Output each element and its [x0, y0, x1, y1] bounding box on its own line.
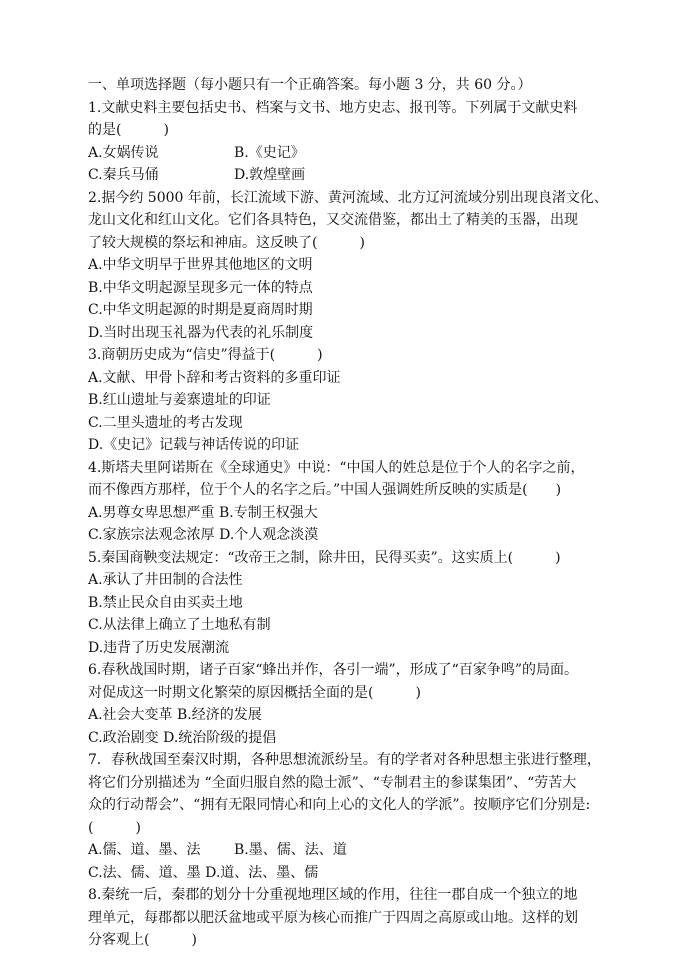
option-text: A.儒、道、墨、法 [88, 842, 201, 858]
question-stem-line: 的是( ) [88, 122, 169, 138]
question-stem-line: 4.斯塔夫里阿诺斯在《全球通史》中说：“中国人的姓总是位于个人的名字之前， [88, 459, 585, 476]
option-line [88, 367, 628, 390]
question-stem-line: 1.文献史料主要包括史书、档案与文书、地方史志、报刊等。下列属于文献史料 [88, 99, 578, 116]
option-text: B.红山遗址与姜寨遗址的印证 [88, 392, 271, 408]
question-stem-line: 龙山文化和红山文化。它们各具特色，又交流借鉴，都出土了精美的玉器，出现 [88, 212, 578, 228]
option-text: A.社会大变革 B.经济的发展 [88, 707, 262, 723]
option-text: C.秦兵马俑 [88, 167, 159, 183]
option-line [88, 637, 628, 660]
option-text: B.墨、儒、法、道 [234, 842, 347, 858]
option-text: A.文献、甲骨卜辞和考古资料的多重印证 [88, 369, 341, 386]
question-stem-line: ( ) [88, 819, 141, 836]
option-line [88, 322, 628, 345]
option-line [88, 164, 628, 187]
option-text: B.禁止民众自由买卖土地 [88, 594, 243, 611]
option-line [88, 502, 628, 525]
question-1 [88, 97, 628, 187]
question-stem-line: 6.春秋战国时期，诸子百家“蜂出并作，各引一端”，形成了“百家争鸣”的局面。 [88, 662, 578, 678]
question-stem-line: 8.秦统一后，秦郡的划分十分重视地理区域的作用，往往一郡自成一个独立的地 [88, 887, 578, 903]
option-line [88, 862, 628, 885]
option-line [88, 727, 628, 750]
exam-page [88, 74, 628, 952]
question-list [88, 97, 628, 952]
section-heading: 一、单项选择题（每小题只有一个正确答案。每小题 3 分，共 60 分。） [88, 77, 532, 93]
option-text: C.二里头遗址的考古发现 [88, 414, 243, 431]
option-text: C.从法律上确立了土地私有制 [88, 617, 271, 633]
option-text: A.承认了井田制的合法性 [88, 572, 243, 588]
question-3 [88, 344, 628, 457]
option-line [88, 839, 628, 862]
option-text: D.敦煌壁画 [234, 167, 306, 183]
question-8 [88, 884, 628, 952]
option-text: A.中华文明早于世界其他地区的文明 [88, 257, 313, 273]
option-line [88, 299, 628, 322]
option-line [88, 142, 628, 165]
option-text: A.女娲传说 [88, 144, 159, 161]
option-line [88, 277, 628, 300]
question-stem-line: 而不像西方那样，位于个人的名字之后。”中国人强调姓所反映的实质是( ) [88, 482, 562, 498]
option-line [88, 704, 628, 727]
option-text: C.政治剧变 D.统治阶级的提倡 [88, 729, 277, 746]
option-line [88, 524, 628, 547]
option-line [88, 412, 628, 435]
option-line [88, 434, 628, 457]
option-line [88, 389, 628, 412]
question-stem-line: 5.秦国商鞅变法规定：“改帝王之制，除井田，民得买卖”。这实质上( ) [88, 549, 561, 566]
option-text: D.《史记》记载与神话传说的印证 [88, 437, 300, 453]
question-stem-line: 了较大规模的祭坛和神庙。这反映了( ) [88, 234, 365, 251]
option-line [88, 614, 628, 637]
question-5 [88, 547, 628, 660]
question-7 [88, 749, 628, 884]
option-text: A.男尊女卑思想严重 B.专制王权强大 [88, 504, 318, 521]
question-stem-line: 分客观上( ) [88, 932, 197, 948]
option-line [88, 592, 628, 615]
option-text: C.法、儒、道、墨 D.道、法、墨、儒 [88, 864, 319, 881]
option-text: D.当时出现玉礼器为代表的礼乐制度 [88, 324, 314, 341]
question-4 [88, 457, 628, 547]
question-stem-line: 理单元，每郡都以肥沃盆地或平原为核心而推广于四周之高原或山地。这样的划 [88, 909, 578, 926]
option-text: B.中华文明起源呈现多元一体的特点 [88, 279, 313, 296]
option-line [88, 254, 628, 277]
question-stem-line: 2.据今约 5000 年前，长江流域下游、黄河流域、北方辽河流域分别出现良渚文化、 [88, 189, 608, 206]
option-text: D.违背了历史发展潮流 [88, 639, 230, 656]
option-text: C.家族宗法观念浓厚 D.个人观念淡漠 [88, 527, 319, 543]
question-stem-line: 将它们分别描述为 “全面归服自然的隐士派”、“专制君主的参谋集团”、“劳苦大 [88, 774, 577, 791]
question-stem-line: 众的行动帮会”、“拥有无限同情心和向上心的文化人的学派”。按顺序它们分别是: [88, 797, 591, 813]
question-stem-line: 对促成这一时期文化繁荣的原因概括全面的是( ) [88, 684, 421, 701]
question-2 [88, 187, 628, 345]
question-6 [88, 659, 628, 749]
question-stem-line: 7．春秋战国至秦汉时期，各种思想流派纷呈。有的学者对各种思想主张进行整理， [88, 752, 601, 768]
option-text: B.《史记》 [234, 144, 305, 161]
option-line [88, 569, 628, 592]
question-stem-line: 3.商朝历史成为“信史”得益于( ) [88, 347, 323, 363]
option-text: C.中华文明起源的时期是夏商周时期 [88, 302, 313, 318]
